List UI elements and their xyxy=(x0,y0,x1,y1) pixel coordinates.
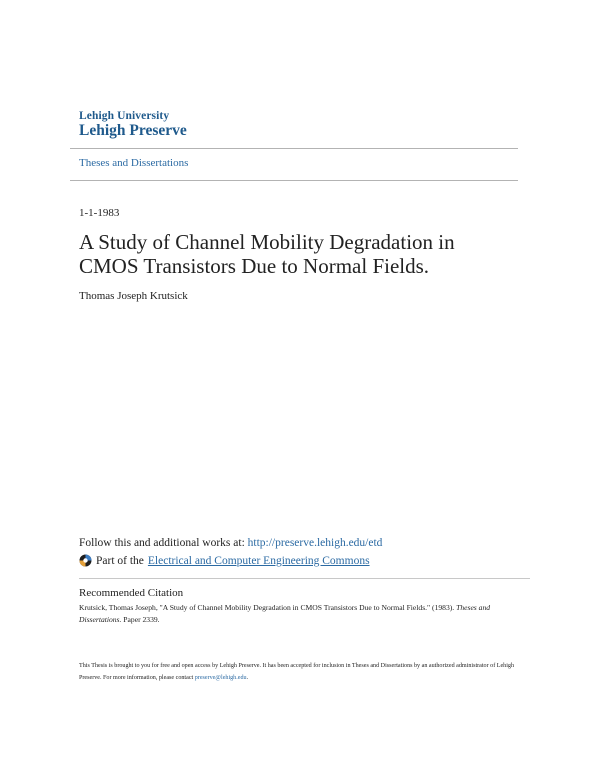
access-notice xyxy=(79,660,529,684)
divider-top xyxy=(70,148,518,149)
divider-citation xyxy=(79,578,530,579)
part-of-line xyxy=(79,554,370,567)
publication-date: 1-1-1983 xyxy=(79,207,120,219)
author-name: Thomas Joseph Krutsick xyxy=(79,290,188,302)
bepress-commons-icon xyxy=(79,554,92,567)
notice-end: . xyxy=(246,675,249,681)
series-link[interactable]: Theses and Dissertations xyxy=(79,157,189,169)
divider-series xyxy=(70,180,518,181)
citation-end: Paper 2339. xyxy=(121,615,160,624)
contact-email-link[interactable]: preserve@lehigh.edu xyxy=(194,675,247,681)
repository-name[interactable]: Lehigh Preserve xyxy=(79,122,187,139)
follow-prefix: Follow this and additional works at: xyxy=(79,537,248,549)
document-title: A Study of Channel Mobility Degradation in CMOS Transistors Due to Normal Fields. xyxy=(79,230,455,278)
citation-main: Krutsick, Thomas Joseph, "A Study of Channel Mobility Degradation in CMOS Transistors Due to Normal Fields." (1983). xyxy=(79,603,457,612)
notice-text: This Thesis is brought to you for free and open access by Lehigh Preserve. It has been accepted for inclusion in Theses and Dissertations by an authorized administrator of Lehigh Preserve. For more information, please contact xyxy=(79,663,515,681)
citation-series: Theses and Dissertations. xyxy=(79,603,491,624)
citation-text xyxy=(79,602,529,626)
university-name: Lehigh University xyxy=(79,110,170,122)
follow-url-link[interactable]: http://preserve.lehigh.edu/etd xyxy=(247,537,383,549)
part-of-prefix: Part of the xyxy=(96,554,144,567)
citation-heading: Recommended Citation xyxy=(79,587,184,599)
follow-line xyxy=(79,537,382,549)
commons-link[interactable]: Electrical and Computer Engineering Commons xyxy=(147,554,370,567)
